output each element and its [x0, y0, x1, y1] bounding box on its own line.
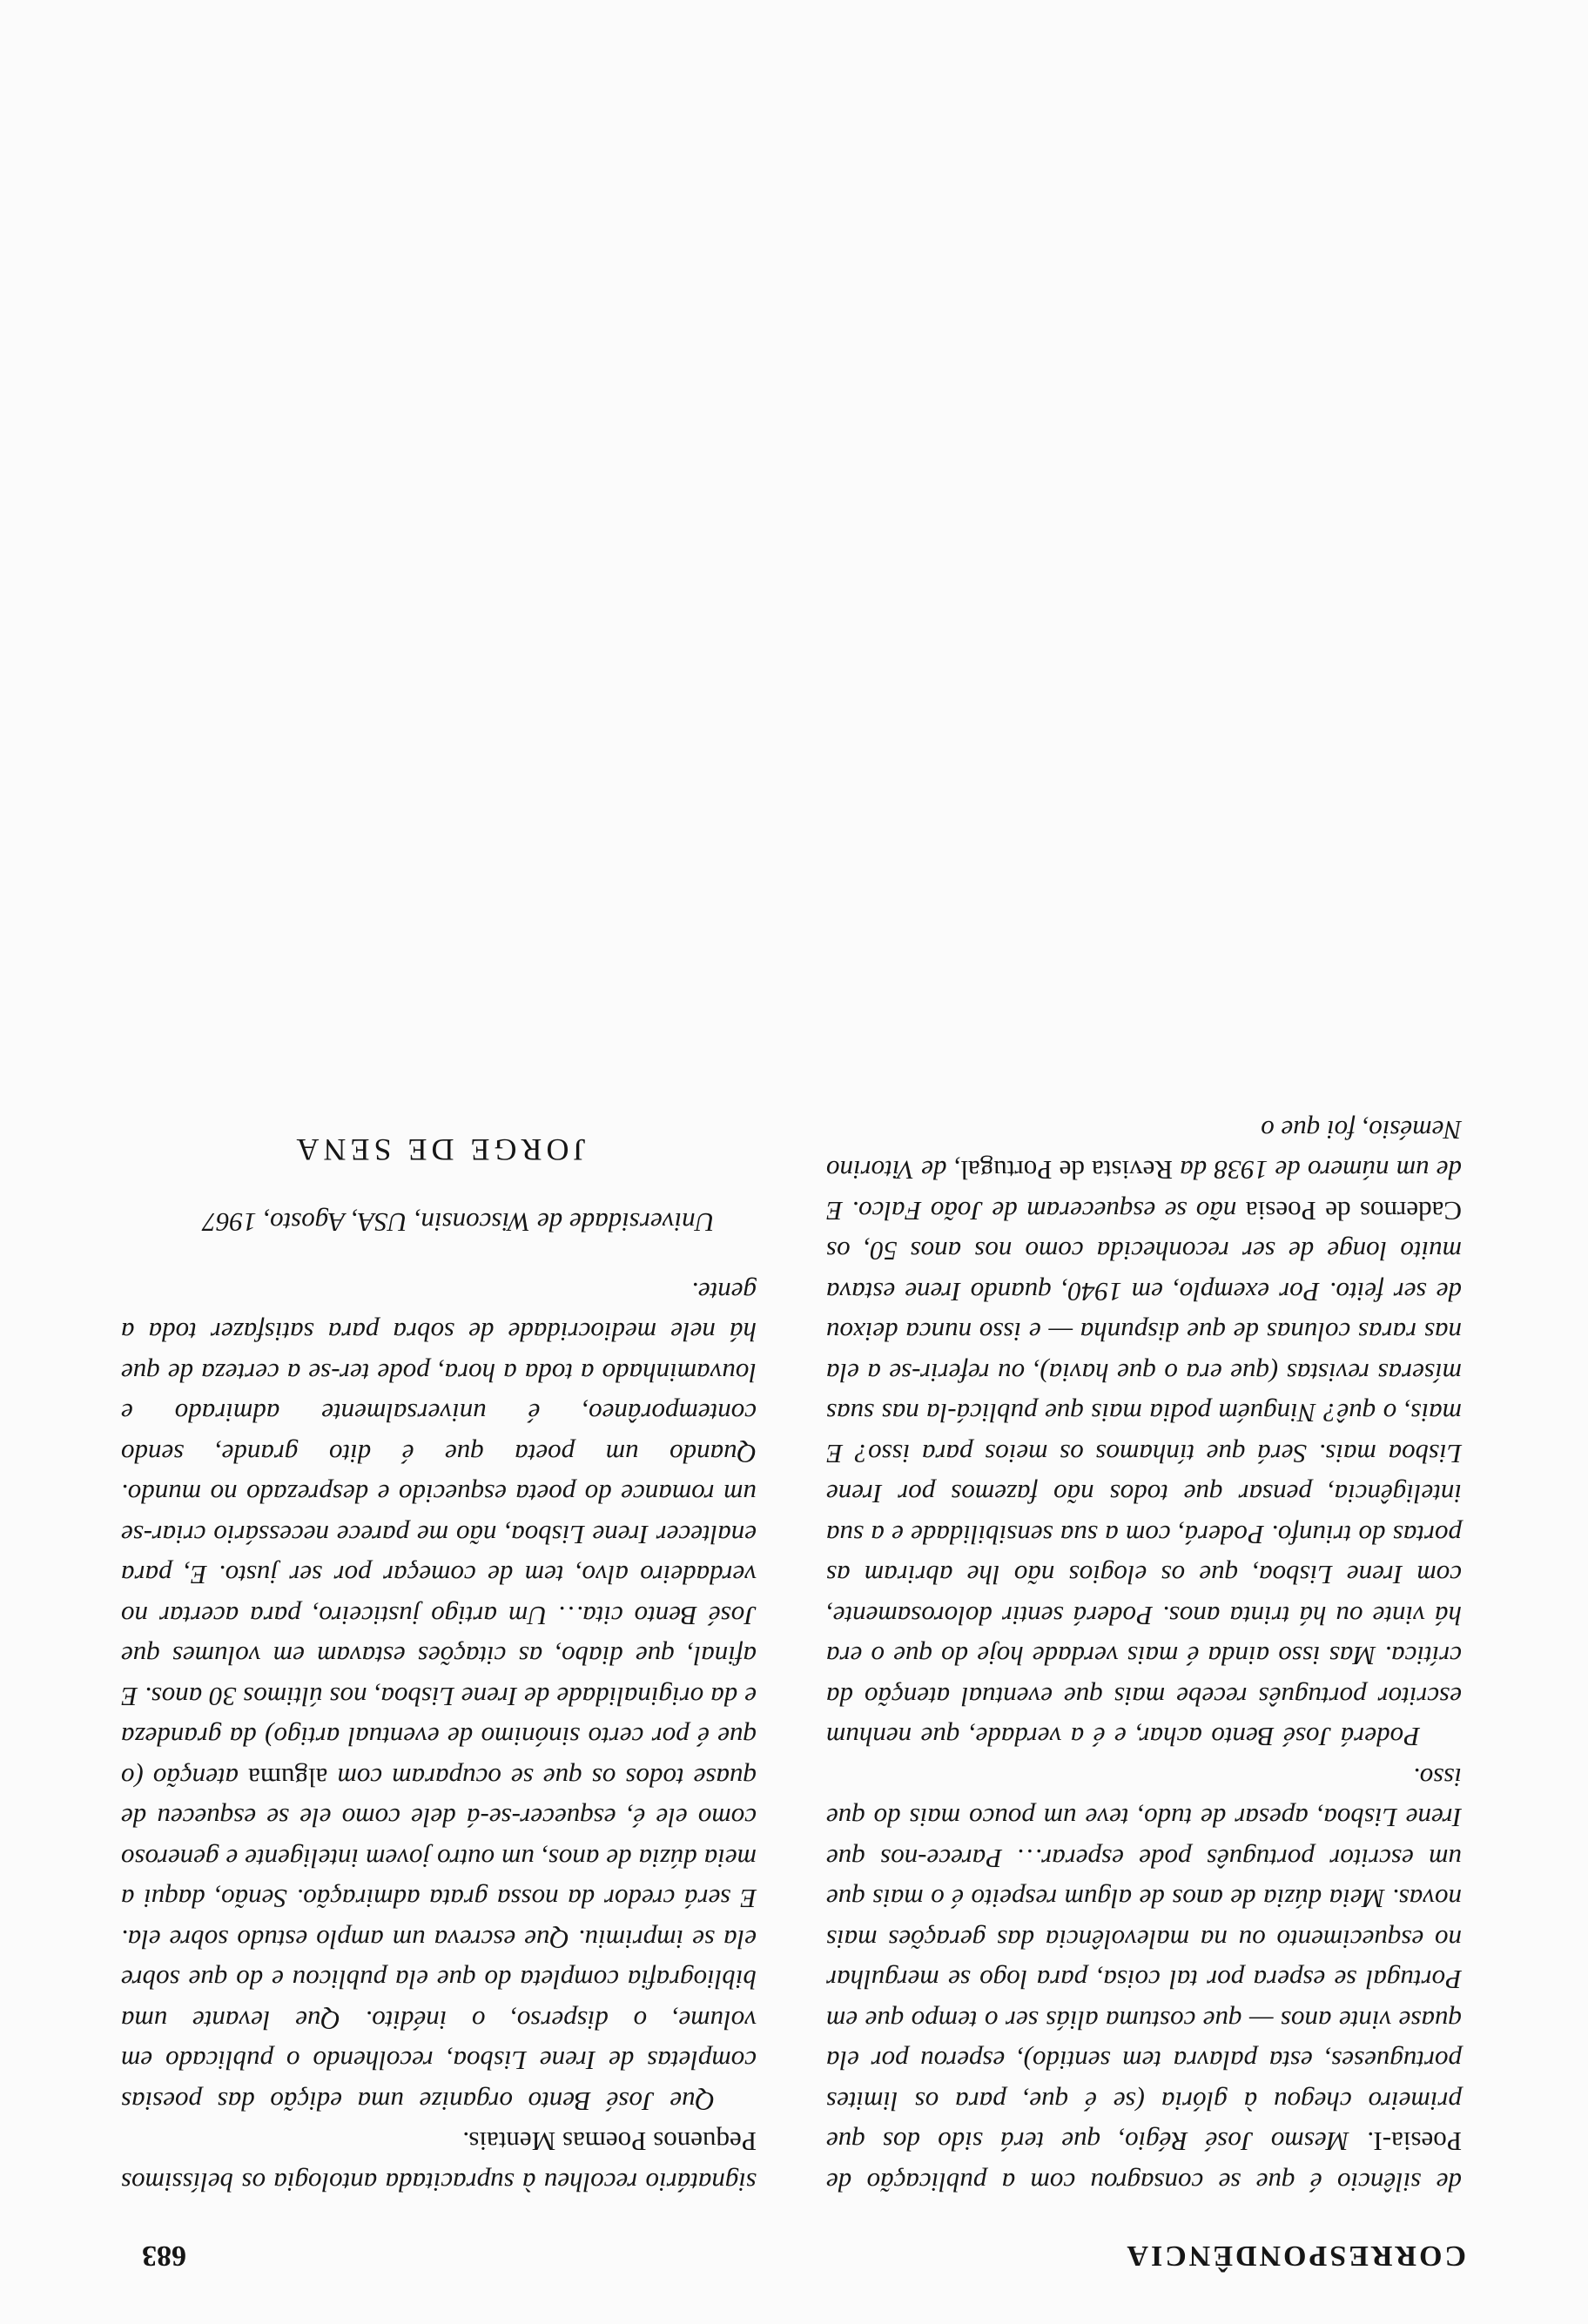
book-title: Pequenos Poemas Mentais: [468, 2126, 757, 2158]
text-run: de silêncio é que se consagrou com a publicação de: [826, 2167, 1462, 2198]
page-header: [0, 2237, 1588, 2324]
text-run: . Mesmo José Régio, que terá sido dos que primeiro chegou à glória (se é que, para os limites portugueses, esta palavra tem sentido), esperou por ela quase vinte anos — que costuma aliás ser o tempo que em Portugal se espera por tal coisa, para logo se mergulhar no esquecimento ou na malevolência das gerações mais novas. Meia dúzia de anos de algum respeito é o mais que um escritor português pode esperar… Parece-nos que Irene Lisboa, apesar de tudo, teve um pouco mais do que isso.: [826, 1763, 1462, 2158]
text-run: Que José Bento organize uma edição das poesias completas de Irene Lisboa, recolhendo o publicado em volume, o disperso, o inédito. Que levante uma bibliografia completa do que ela publicou e do que sobre ela se imprimiu. Que escreva um amplo estudo sobre ela. E será credor da nossa grata admiração. Senão, daqui a meia dúzia de anos, um outro jovem inteligente e generoso como ele é, esquecer-se-á dele como ele se esqueceu de quase todos os que se ocuparam com: [121, 1763, 757, 2117]
text-run: não se esqueceram de João Falco. E de um número de 1938 da: [825, 1155, 1462, 1226]
paragraph: [826, 1110, 1462, 1757]
dateline: Universidade de Wisconsin, USA, Agosto, 1967: [202, 1207, 715, 1239]
running-head: CORRESPONDÊNCIA: [1124, 2240, 1466, 2272]
left-text-column: [826, 1110, 1462, 2203]
paragraph: [121, 1272, 757, 2122]
text-run: .: [461, 2126, 469, 2158]
right-text-column: [121, 1132, 757, 2203]
page-number: 683: [142, 2240, 186, 2272]
paragraph: [826, 1757, 1462, 2203]
journal-title: Cadernos de Poesia: [1245, 1196, 1462, 1226]
text-run: signatário recolheu à supracitada antologia os belíssimos: [121, 2167, 757, 2198]
paragraph: [121, 2121, 757, 2202]
journal-title: Revista de Portugal: [960, 1155, 1174, 1186]
book-title: Poesia-I: [1373, 2126, 1462, 2158]
text-run: atenção (o que é por certo sinónimo de eventual artigo) da grandeza e da originalidade de Irene Lisboa, nos últimos 30 anos. E afinal, que diabo, as citações estavam em volumes que José Bento cita… Um artigo justiceiro, para acertar no verdadeiro alvo, tem de começar por ser justo. E, para enaltecer Irene Lisboa, não me parece necessário criar-se um romance do poeta esquecido e desprezado no mundo. Quando um poeta que é dito grande, sendo contemporâneo, é universalmente admirado e louvaminhado a toda a hora, pode ter-se a certeza de que há nele mediocridade de sobra para satisfazer toda a gente.: [121, 1277, 757, 1793]
emphasis: alguma: [248, 1763, 328, 1793]
text-run: , de Vitorino Nemésio, foi que o: [825, 1115, 1462, 1186]
text-run: Poderá José Bento achar, e é a verdade, que nenhum escritor português recebe mais que eventual atenção da crítica. Mas isso ainda é mais verdade hoje do que o era há vinte ou há trinta anos. Poderá sentir dolorosamente, com Irene Lisboa, que os elogios não lhe abriram as portas do triunfo. Poderá, com a sua sensibilidade e a sua inteligência, pensar que todos não fazemos por Irene Lisboa mais. Será que tínhamos os meios para isso? E mais, o quê? Ninguém podia mais que publicá-la nas suas míseras revistas (que era o que havia), ou referir-se a ela nas raras colunas de que dispunha — e isso nunca deixou de ser feito. Por exemplo, em 1940, quando Irene estava muito longe de ser reconhecida como nos anos 50, os: [826, 1236, 1462, 1753]
author-signature: JORGE DE SENA: [292, 1132, 586, 1168]
